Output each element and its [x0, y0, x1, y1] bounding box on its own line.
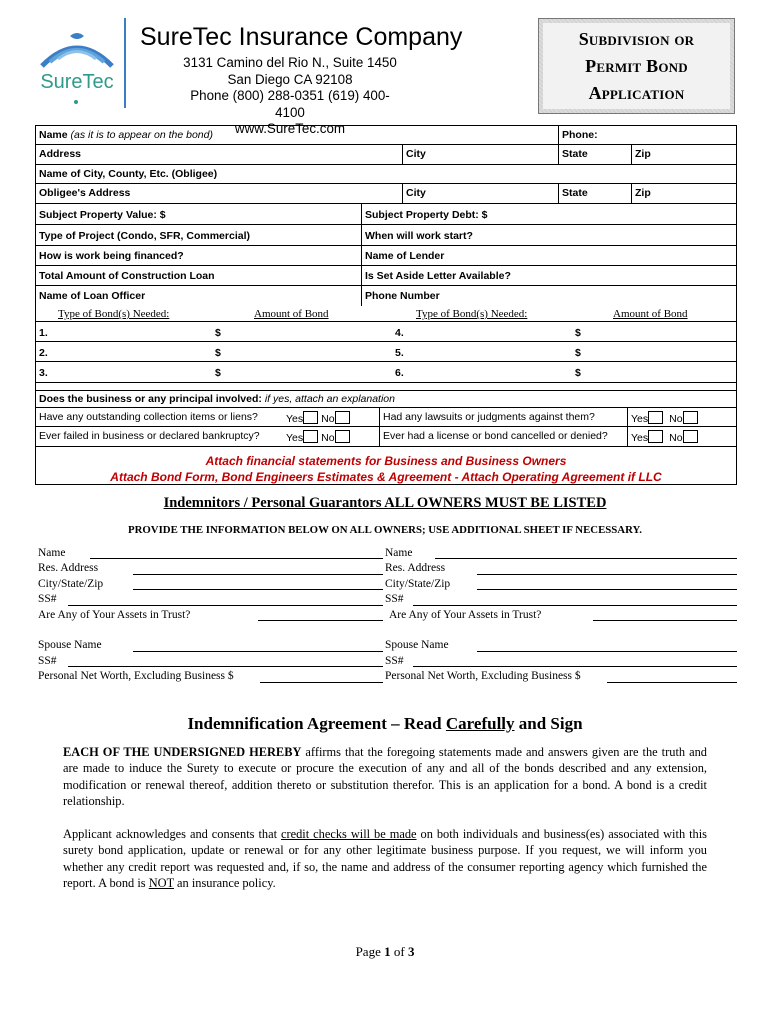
title-line-3: Application	[588, 82, 685, 103]
bond-type-header-left: Type of Bond(s) Needed:	[58, 308, 170, 320]
officer-phone-field[interactable]: Phone Number	[361, 286, 736, 306]
q-lawsuits-yes-checkbox[interactable]	[648, 411, 663, 424]
attach-line-1: Attach financial statements for Business and Business Owners	[205, 454, 567, 468]
address-line-1: 3131 Camino del Rio N., Suite 1450	[183, 55, 397, 70]
owner1-networth[interactable]: Personal Net Worth, Excluding Business $	[38, 669, 383, 684]
construction-loan-field[interactable]: Total Amount of Construction Loan	[39, 270, 215, 282]
owner1-city[interactable]: City/State/Zip	[38, 577, 383, 592]
owner2-name[interactable]: Name	[385, 546, 737, 561]
city-field[interactable]: City	[402, 145, 558, 164]
agreement-paragraph-2: Applicant acknowledges and consents that credit checks will be made on both individuals and business(es) associated with this surety bond application, update or renewal or for any other legitimate business purpose. If you request, we will inform you whether any credit report was requested and, if so, the name and address of the consumer reporting agency which furnished the report. A bond is NOT an insurance policy.	[63, 827, 707, 891]
obligee-zip-field[interactable]: Zip	[631, 184, 736, 203]
owner2-spouse[interactable]: Spouse Name	[385, 638, 737, 653]
q-license-no-checkbox[interactable]	[683, 430, 698, 443]
name-note: (as it is to appear on the bond)	[70, 129, 213, 141]
owner-right	[385, 546, 737, 685]
obligee-state-field[interactable]: State	[558, 184, 631, 203]
row-property	[36, 204, 736, 225]
q-license: Ever had a license or bond cancelled or denied?	[379, 427, 627, 446]
bond-type-header-right: Type of Bond(s) Needed:	[416, 308, 528, 320]
company-name: SureTec Insurance Company	[140, 23, 463, 51]
work-start-field[interactable]: When will work start?	[361, 225, 736, 245]
owner2-networth[interactable]: Personal Net Worth, Excluding Business $	[385, 669, 737, 684]
page-number: Page 1 of 3	[355, 944, 415, 959]
logo-text: SureTec	[40, 71, 114, 93]
zip-field[interactable]: Zip	[631, 145, 736, 164]
row-address	[36, 145, 736, 165]
q-license-yes-checkbox[interactable]	[648, 430, 663, 443]
phone-field[interactable]: Phone:	[558, 126, 736, 144]
row-financing	[36, 246, 736, 266]
q-liens: Have any outstanding collection items or liens?	[39, 411, 258, 423]
q-lawsuits-no-checkbox[interactable]	[683, 411, 698, 424]
q-lawsuits-answer[interactable]: Yes No	[627, 408, 736, 426]
indemnitors-heading: Indemnitors / Personal Guarantors ALL OWNERS MUST BE LISTED	[163, 495, 607, 511]
q-bankruptcy-answer[interactable]: Yes No	[283, 427, 380, 446]
obligee-name-field[interactable]: Name of City, County, Etc. (Obligee)	[39, 168, 218, 180]
lender-field[interactable]: Name of Lender	[361, 246, 736, 265]
address-field[interactable]: Address	[39, 148, 82, 160]
property-debt-field[interactable]: Subject Property Debt: $	[361, 204, 736, 224]
bond-row-3[interactable]: 3. $ 6. $	[36, 362, 736, 383]
title-line-2: Permit Bond	[585, 55, 688, 76]
row-loan	[36, 266, 736, 286]
owner2-trust[interactable]: Are Any of Your Assets in Trust?	[385, 608, 737, 623]
bond-row-1[interactable]: 1. $ 4. $	[36, 322, 736, 342]
row-officer	[36, 286, 736, 306]
q-liens-yes-checkbox[interactable]	[303, 411, 318, 424]
question-row-1	[36, 407, 736, 427]
name-field[interactable]: Name (as it is to appear on the bond)	[39, 129, 213, 141]
owner1-trust[interactable]: Are Any of Your Assets in Trust?	[38, 608, 383, 623]
financed-field[interactable]: How is work being financed?	[39, 250, 184, 262]
title-line-1: Subdivision or	[578, 28, 695, 49]
loan-officer-field[interactable]: Name of Loan Officer	[39, 290, 146, 302]
q-liens-no-checkbox[interactable]	[335, 411, 350, 424]
set-aside-field[interactable]: Is Set Aside Letter Available?	[361, 266, 736, 285]
form-title-box	[538, 18, 735, 114]
suretec-logo	[30, 22, 125, 110]
project-type-field[interactable]: Type of Project (Condo, SFR, Commercial)	[39, 230, 250, 242]
owner1-spouse-ss[interactable]: SS#	[38, 654, 383, 669]
state-field[interactable]: State	[558, 145, 631, 164]
row-project	[36, 225, 736, 246]
row-obligee-address	[36, 184, 736, 204]
agreement-paragraph-1: EACH OF THE UNDERSIGNED HEREBY affirms that the foregoing statements made and answers given are the truth and are made to induce the Surety to execute or procure the execution of any and all of the bonds described and any extension, modification or renewal thereof, addition thereto or substitution therefor. This is an application for a bond. A bond is a credit relationship.	[63, 745, 707, 809]
q-lawsuits: Had any lawsuits or judgments against them?	[379, 408, 627, 426]
owner1-spouse[interactable]: Spouse Name	[38, 638, 383, 653]
provide-info-note: PROVIDE THE INFORMATION BELOW ON ALL OWNERS; USE ADDITIONAL SHEET IF NECESSARY.	[128, 524, 642, 536]
bond-row-2[interactable]: 2. $ 5. $	[36, 342, 736, 362]
owner-left	[38, 546, 383, 685]
principal-note: if yes, attach an explanation	[264, 393, 395, 405]
attach-line-2: Attach Bond Form, Bond Engineers Estimates & Agreement - Attach Operating Agreement if LLC	[110, 470, 662, 484]
q-bankruptcy-yes-checkbox[interactable]	[303, 430, 318, 443]
bond-amount-header-left: Amount of Bond	[254, 308, 329, 320]
owner1-address[interactable]: Res. Address	[38, 561, 383, 576]
bond-amount-header-right: Amount of Bond	[613, 308, 688, 320]
owner2-city[interactable]: City/State/Zip	[385, 577, 737, 592]
owner2-address[interactable]: Res. Address	[385, 561, 737, 576]
row-name	[36, 126, 736, 145]
q-bankruptcy-no-checkbox[interactable]	[335, 430, 350, 443]
agreement-heading: Indemnification Agreement – Read Carefully and Sign	[187, 714, 583, 733]
q-bankruptcy: Ever failed in business or declared bankruptcy?	[39, 430, 260, 442]
owner2-ss[interactable]: SS#	[385, 592, 737, 607]
application-form	[35, 125, 737, 485]
obligee-address-field[interactable]: Obligee's Address	[39, 187, 131, 199]
owner1-ss[interactable]: SS#	[38, 592, 383, 607]
property-value-field[interactable]: Subject Property Value: $	[39, 209, 166, 221]
attachment-notice	[36, 453, 736, 485]
obligee-city-field[interactable]: City	[402, 184, 558, 203]
address-line-2: San Diego CA 92108	[227, 71, 353, 87]
principal-question: Does the business or any principal involved: if yes, attach an explanation	[39, 393, 395, 405]
website-line: www.SureTec.com	[234, 121, 346, 136]
header-divider	[124, 18, 126, 108]
owner1-name[interactable]: Name	[38, 546, 383, 561]
phone-line: Phone (800) 288-0351 (619) 400-4100	[190, 88, 390, 120]
row-obligee	[36, 165, 736, 184]
owner2-spouse-ss[interactable]: SS#	[385, 654, 737, 669]
question-row-2	[36, 427, 736, 447]
q-liens-answer[interactable]: Yes No	[283, 408, 380, 426]
q-license-answer[interactable]: Yes No	[627, 427, 736, 446]
